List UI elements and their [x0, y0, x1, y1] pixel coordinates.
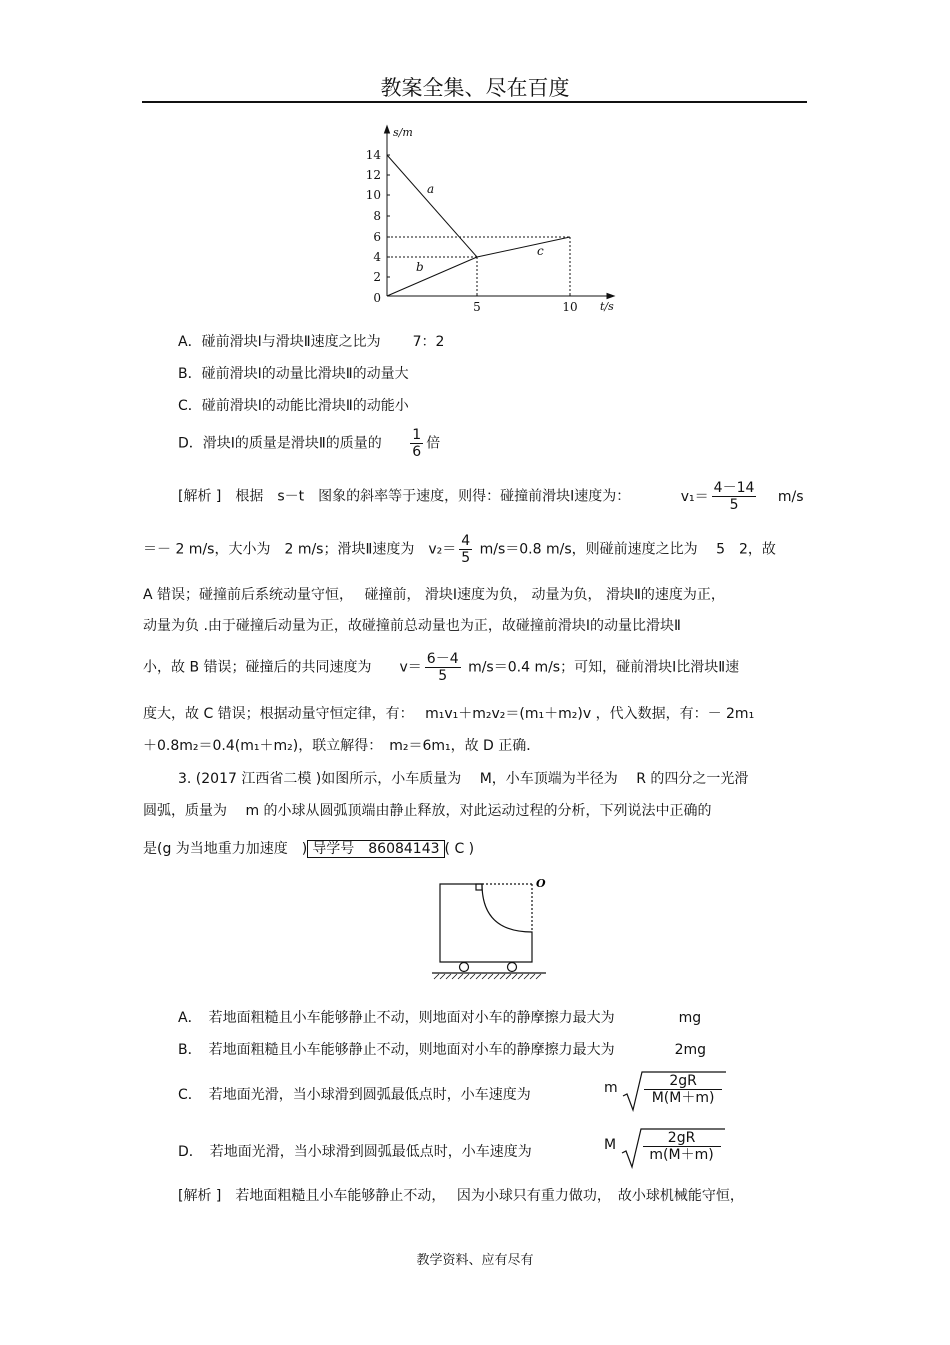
- y-tick: 12: [365, 168, 381, 182]
- sol2-line5: 小，故 B 错误；碰撞后的共同速度为 v＝ $\frac{6-4}{5}$ m/s＝0.4 m/s；可知，碰前滑块Ⅰ比滑块Ⅱ速: [143, 651, 740, 684]
- sqrt-formula: $\frac{2gR}{M(M+m)}$: [622, 1070, 725, 1106]
- ball-marker: [476, 884, 482, 890]
- x-tick: 5: [473, 300, 481, 314]
- cart-body: [440, 884, 532, 962]
- q2-option-b: B．碰前滑块Ⅰ的动量比滑块Ⅱ的动量大: [178, 366, 409, 382]
- y-axis-label: s/m: [393, 126, 413, 139]
- point-o-label: O: [536, 877, 546, 890]
- sqrt-formula: $\frac{2gR}{m(M+m)}$: [621, 1127, 724, 1163]
- q3-line3: 是(g 为当地重力加速度 ) 导学号 86084143 ( C ): [143, 841, 475, 857]
- y-tick: 14: [365, 148, 381, 162]
- y-tick: 2: [373, 270, 381, 284]
- frac-num: 1: [412, 427, 422, 443]
- sol2-line2: ＝－ 2 m/s，大小为 2 m/s；滑块Ⅱ速度为 v₂＝ $\frac{4}{5}$ m/s＝0.8 m/s，则碰前速度之比为 5 2，故: [143, 533, 776, 566]
- sol2-line1: [解析 ] 根据 s－t 图象的斜率等于速度，则得：碰撞前滑块Ⅰ速度为： v₁＝ $\frac{4-14}{5}$ m/s: [178, 480, 804, 513]
- sol2-line6: 度大，故 C 错误；根据动量守恒定律，有： m₁v₁＋m₂v₂＝(m₁＋m₂)v ，代入数据，有：－ 2m₁: [143, 706, 755, 722]
- y-tick: 6: [373, 230, 381, 244]
- sqrt-sign: [621, 1127, 725, 1169]
- q3-option-d-formula: M $\frac{2gR}{m(M+m)}$: [604, 1127, 724, 1163]
- line-label-b: b: [416, 260, 424, 274]
- q3-solution-line1: [解析 ] 若地面粗糙且小车能够静止不动， 因为小球只有重力做功， 故小球机械能守恒，: [178, 1188, 744, 1204]
- q3-option-a: A． 若地面粗糙且小车能够静止不动，则地面对小车的静摩擦力最大为 mg: [178, 1010, 702, 1026]
- st-graph: [360, 124, 630, 316]
- frac-den: 6: [412, 444, 422, 460]
- y-axis-arrow: [385, 126, 390, 133]
- sol2-line3: A 错误；碰撞前后系统动量守恒， 碰撞前， 滑块Ⅰ速度为负， 动量为负， 滑块Ⅱ的速度为正，: [143, 587, 725, 603]
- y-tick: 0: [373, 291, 381, 305]
- cart-figure: [430, 874, 550, 986]
- x-axis-arrow: [607, 294, 614, 299]
- q3-line2: 圆弧，质量为 m 的小球从圆弧顶端由静止释放，对此运动过程的分析，下列说法中正确的: [143, 803, 712, 819]
- q3-option-c: C． 若地面光滑，当小球滑到圆弧最低点时，小车速度为: [178, 1087, 531, 1103]
- sol2-line4: 动量为负 .由于碰撞后动量为正，故碰撞前总动量也为正，故碰撞前滑块Ⅰ的动量比滑块Ⅱ: [143, 618, 681, 634]
- q2-option-d: D．滑块Ⅰ的质量是滑块Ⅱ的质量的 $\frac{1}{6}$ 倍: [178, 427, 441, 460]
- q3-option-b: B． 若地面粗糙且小车能够静止不动，则地面对小车的静摩擦力最大为 2mg: [178, 1042, 707, 1058]
- guide-number-box: 导学号 86084143: [307, 840, 444, 858]
- y-tick: 8: [373, 209, 381, 223]
- wheel-left: [460, 963, 469, 972]
- wheel-right: [508, 963, 517, 972]
- header-rule: [142, 101, 807, 103]
- y-tick: 4: [373, 250, 381, 264]
- line-c: [477, 237, 570, 257]
- x-axis-label: t/s: [600, 300, 614, 313]
- q3-option-c-formula: m $\frac{2gR}{M(M+m)}$: [604, 1070, 725, 1106]
- line-label-c: c: [537, 244, 544, 258]
- q3-line1: 3. (2017 江西省二模 )如图所示，小车质量为 M，小车顶端为半径为 R 的四分之一光滑: [178, 771, 749, 787]
- page-footer: 教学资料、应有尽有: [416, 1253, 534, 1268]
- page-header: 教案全集、尽在百度: [380, 76, 570, 100]
- line-a: [387, 155, 477, 257]
- x-tick: 10: [562, 300, 578, 314]
- q2-option-c: C．碰前滑块Ⅰ的动能比滑块Ⅱ的动能小: [178, 398, 409, 414]
- q3-option-d: D． 若地面光滑，当小球滑到圆弧最低点时，小车速度为: [178, 1144, 532, 1160]
- line-b: [387, 257, 477, 296]
- q2-option-a: A．碰前滑块Ⅰ与滑块Ⅱ速度之比为 7：2: [178, 334, 445, 350]
- y-tick: 10: [365, 188, 381, 202]
- line-label-a: a: [427, 182, 435, 196]
- sqrt-sign: [622, 1070, 726, 1112]
- sol2-line7: ＋0.8m₂＝0.4(m₁＋m₂)，联立解得： m₂＝6m₁，故 D 正确．: [143, 738, 541, 754]
